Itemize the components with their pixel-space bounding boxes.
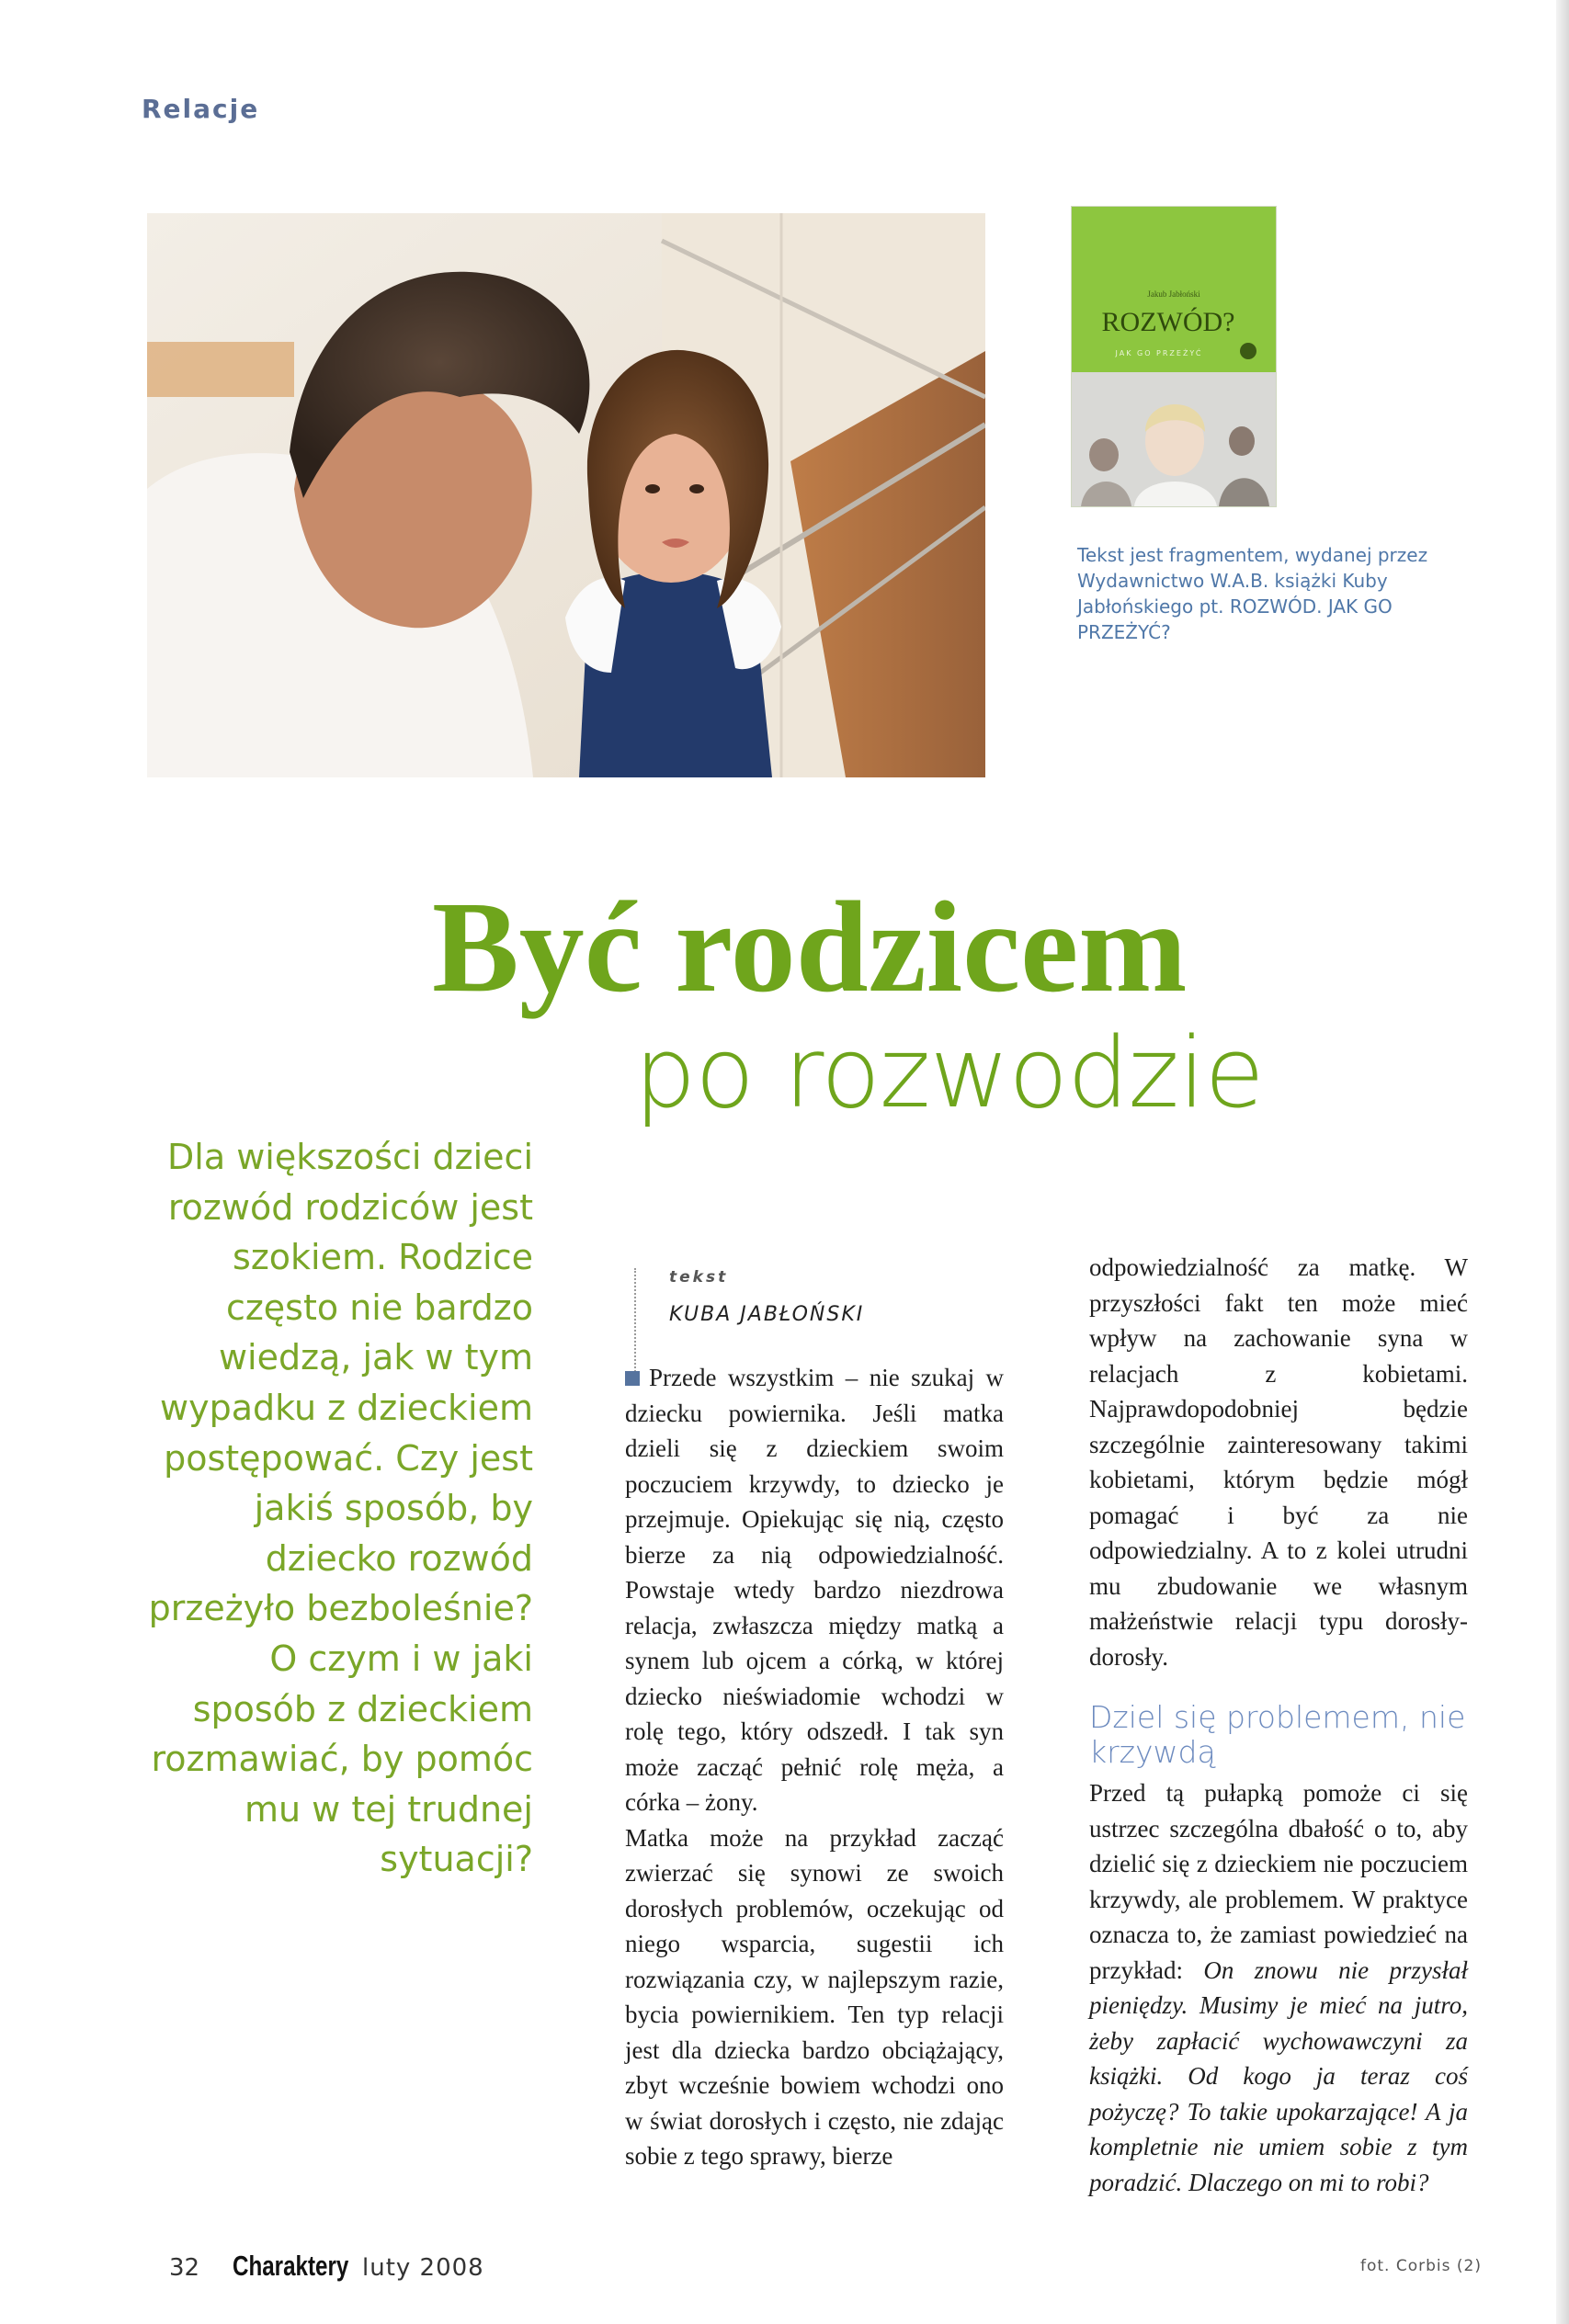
article-photo: [147, 213, 985, 777]
magazine-name: Charaktery: [233, 2250, 349, 2282]
paragraph-1-text: Przede wszystkim – nie szukaj w dziecku powiernika. Jeśli matka dzieli się z dzieckiem swoim poczuciem krzywdy, to dziecko je przejmuje. Opiekując się nią, często bierze za nią odpowiedzialność. Powstaje wtedy bardzo niezdrowa relacja, zwłaszcza między matką a synem lub ojcem a córką, w której dziecko nieświadomie wchodzi w rolę tego, który odszedł. I tak syn może zacząć pełnić rolę męża, a córka – żony.: [625, 1364, 1004, 1816]
article-lead: Dla większości dzieci rozwód rodziców jest szokiem. Rodzice często nie bardzo wiedzą, jak w tym wypadku z dzieckiem postępować. Czy jest jakiś sposób, by dziecko rozwód przeżyło bezboleśnie? O czym i w jaki sposób z dzieckiem rozmawiać, by pomóc mu w tej trudnej sytuacji?: [148, 1137, 533, 1880]
paragraph-4-text: Przed tą pułapką pomoże ci się ustrzec szczególna dbałość o to, aby dzielić się z dzieckiem nie poczuciem krzywdy, ale problemem. W praktyce oznacza to, że zamiast powiedzieć na przykład:: [1089, 1779, 1468, 1984]
paragraph-3: odpowiedzialność za matkę. W przyszłości fakt ten może mieć wpływ na zachowanie syna w relacjach z kobietami. Najprawdopodobniej będzie szczególnie zainteresowany takimi kobietami, którym będzie mógł pomagać i być za nie odpowiedzialny. A to z kolei utrudni mu zbudowanie we własnym małżeństwie relacji typu dorosły-dorosły.: [1089, 1253, 1468, 1671]
quote-text: On znowu nie przysłał pieniędzy. Musimy je mieć na jutro, żeby zapłacić wychowawczyni za książki. Od kogo ja teraz coś pożyczę? To takie upokarzające! A ja kompletnie nie umiem sobie z tym poradzić. Dlaczego on mi to robi?: [1089, 1956, 1469, 2196]
book-subtitle: JAK GO PRZEŻYĆ: [1115, 349, 1203, 357]
page-edge-shadow: [1556, 0, 1569, 2324]
book-cover-art: [1072, 207, 1276, 506]
book-author: Jakub Jabłoński: [1147, 289, 1200, 299]
photo-credit: fot. Corbis (2): [1360, 2257, 1482, 2275]
book-cover: [1071, 206, 1277, 507]
father-daughter-photo: [147, 213, 985, 777]
article-title-line2: po rozwodzie: [634, 1016, 1264, 1129]
article-title-line1: Być rodzicem: [432, 874, 1188, 1019]
byline-author: KUBA JABŁOŃSKI: [669, 1303, 865, 1326]
book-caption: Tekst jest fragmentem, wydanej przez Wydawnictwo W.A.B. książki Kuby Jabłońskiego pt. ROZWÓD. JAK GO PRZEŻYĆ?: [1077, 544, 1428, 643]
body-column-2: [1089, 1250, 1468, 2200]
page-number: 32: [169, 2254, 200, 2282]
subheading: Dziel się problemem, nie krzywdą: [1089, 1699, 1466, 1770]
paragraph-2: Matka może na przykład zacząć zwierzać się synowi ze swoich dorosłych problemów, oczekując od niego wsparcia, sugestii ich rozwiązania czy, w najlepszym razie, bycia powiernikiem. Ten typ relacji jest dla dziecka bardzo obciążający, zbyt wcześnie bowiem wchodzi ono w świat dorosłych i często, nie zdając sobie z tego sprawy, bierze: [625, 1823, 1004, 2170]
book-title: ROZWÓD?: [1101, 307, 1235, 337]
byline-label: tekst: [669, 1268, 729, 1287]
body-column-1: [625, 1360, 1004, 2174]
issue-date: luty 2008: [362, 2254, 484, 2282]
paragraph-4: [1089, 1775, 1468, 2200]
section-label: Relacje: [142, 94, 260, 124]
paragraph-1: [625, 1360, 1004, 1820]
lead-square-icon: [625, 1371, 640, 1386]
